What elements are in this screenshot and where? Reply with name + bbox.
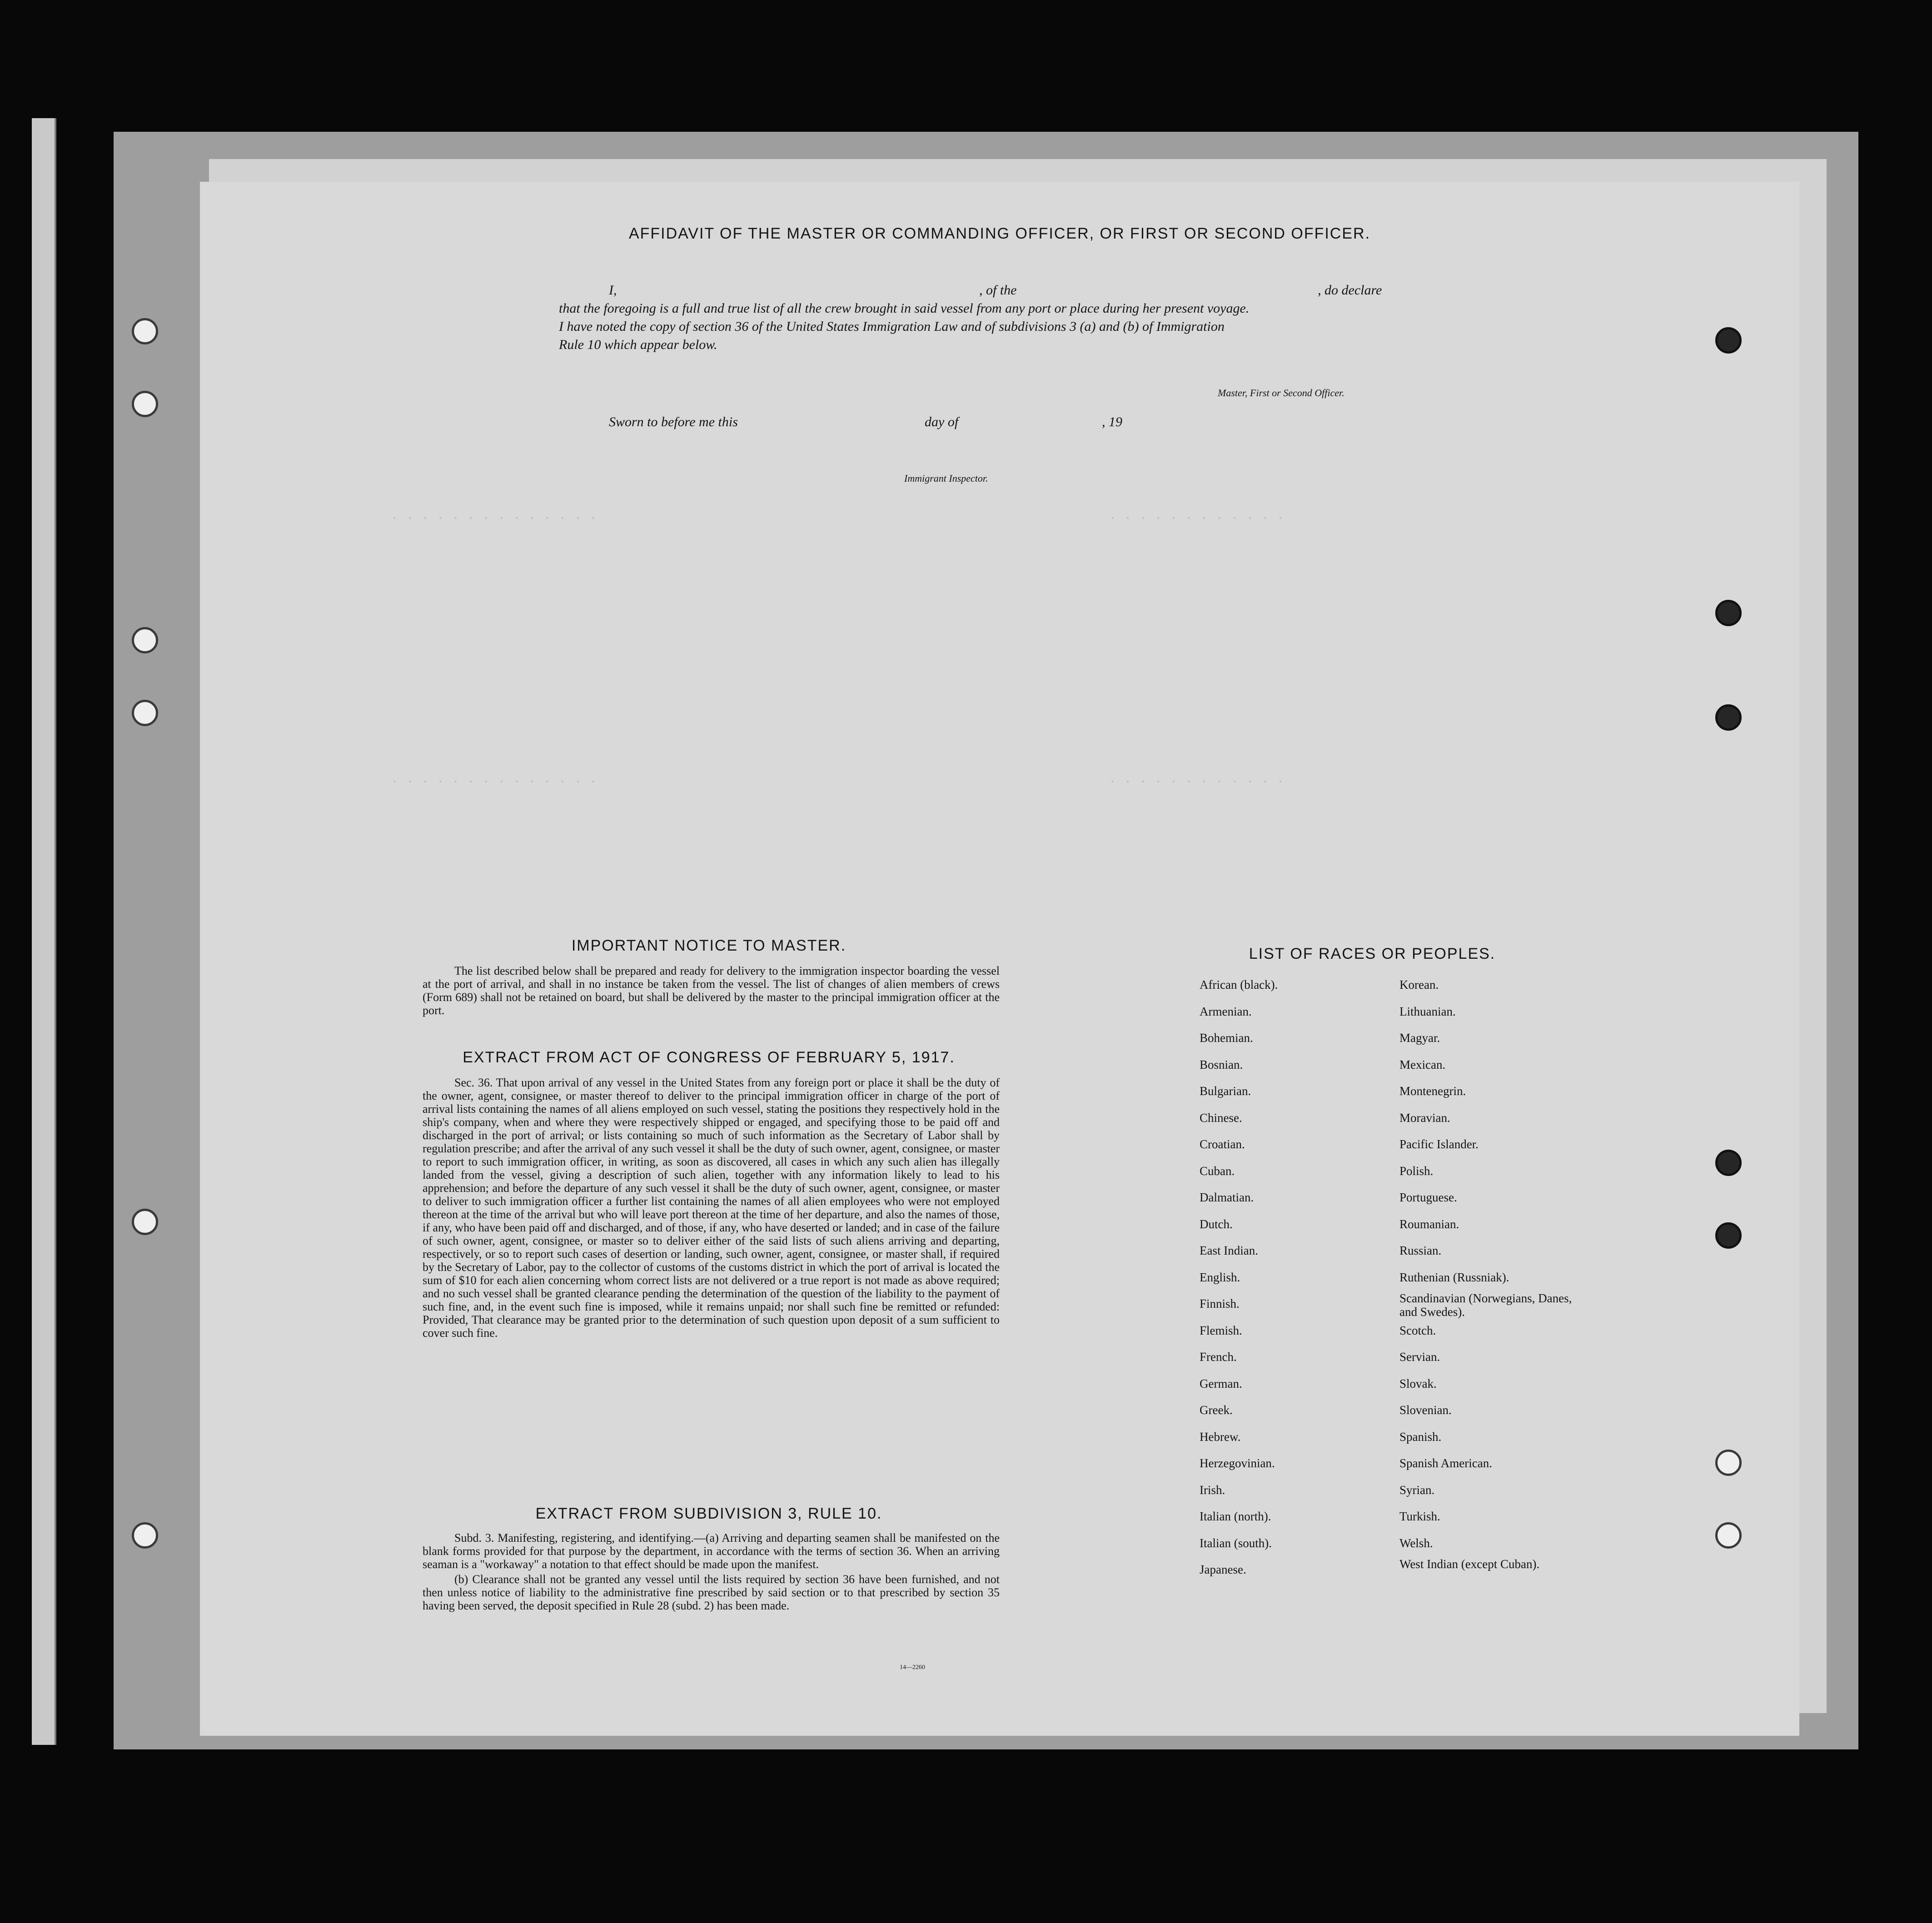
race-item: Servian. — [1399, 1350, 1440, 1364]
race-item: East Indian. — [1200, 1244, 1258, 1257]
affidavit-line-2: I have noted the copy of section 36 of the United States Immigration Law and of subdivisions 3 (a) and (b) of Immigration — [559, 319, 1225, 334]
race-item: Polish. — [1399, 1164, 1434, 1178]
race-item: Korean. — [1399, 978, 1439, 991]
race-item: Italian (north). — [1200, 1510, 1271, 1523]
race-item: Portuguese. — [1399, 1191, 1457, 1204]
binder-hole — [1715, 1150, 1742, 1176]
race-item: Syrian. — [1399, 1483, 1435, 1497]
affidavit-of-the: , of the — [979, 283, 1017, 298]
race-item: Dutch. — [1200, 1217, 1233, 1231]
extract-act-title: EXTRACT FROM ACT OF CONGRESS OF FEBRUARY 5, 1917. — [463, 1049, 955, 1066]
race-item: Cuban. — [1200, 1164, 1235, 1178]
bleed-through-mark: . . . . . . . . . . . . — [1109, 509, 1285, 523]
extract-rule-text — [423, 1531, 1000, 1614]
race-item: Lithuanian. — [1399, 1004, 1456, 1018]
races-title: LIST OF RACES OR PEOPLES. — [1249, 945, 1496, 962]
affidavit-line-3: Rule 10 which appear below. — [559, 337, 717, 352]
officer-caption: Master, First or Second Officer. — [1218, 387, 1344, 399]
race-item: Dalmatian. — [1200, 1191, 1254, 1204]
race-item: Ruthenian (Russniak). — [1399, 1270, 1509, 1284]
notice-title: IMPORTANT NOTICE TO MASTER. — [571, 937, 846, 954]
binder-hole — [1715, 600, 1742, 626]
race-item: German. — [1200, 1376, 1242, 1390]
binder-hole — [1715, 1222, 1742, 1249]
binder-hole — [132, 627, 158, 653]
race-item: Bosnian. — [1200, 1057, 1243, 1071]
affidavit-title: AFFIDAVIT OF THE MASTER OR COMMANDING OFFICER, OR FIRST OR SECOND OFFICER. — [628, 225, 1371, 242]
race-item: Roumanian. — [1399, 1217, 1459, 1231]
race-item: Pacific Islander. — [1399, 1137, 1479, 1151]
race-item: Slovak. — [1399, 1376, 1437, 1390]
extract-rule-para-a: Subd. 3. Manifesting, registering, and identifying.—(a) Arriving and departing seamen shall be manifested on the blank forms provided for that purpose by the department, in accordance with the terms of section 36. When an arriving seaman is a "workaway" a notation to that effect should be made upon the manifest. — [423, 1531, 1000, 1571]
race-item: Turkish. — [1399, 1510, 1440, 1523]
day-of-label: day of — [925, 414, 959, 429]
race-item: Montenegrin. — [1399, 1084, 1466, 1098]
binder-hole — [132, 1522, 158, 1549]
races-left-column — [1200, 971, 1390, 1583]
affidavit-do-declare: , do declare — [1318, 283, 1382, 298]
race-item: Welsh. — [1399, 1536, 1433, 1550]
race-item: Armenian. — [1200, 1004, 1252, 1018]
bleed-through-mark: . . . . . . . . . . . . . . — [391, 509, 597, 523]
race-item: Mexican. — [1399, 1057, 1446, 1071]
race-item: Slovenian. — [1399, 1403, 1452, 1417]
extract-rule-title: EXTRACT FROM SUBDIVISION 3, RULE 10. — [535, 1505, 882, 1522]
race-item: Moravian. — [1399, 1111, 1450, 1125]
year-label: , 19 — [1102, 414, 1122, 429]
race-item: Croatian. — [1200, 1137, 1245, 1151]
race-item: Herzegovinian. — [1200, 1456, 1275, 1470]
bleed-through-mark: . . . . . . . . . . . . . . — [391, 772, 597, 787]
extract-act-paragraph: Sec. 36. That upon arrival of any vessel in the United States from any foreign port or place it shall be the duty of the owner, agent, consignee, or master thereof to deliver to the principal immigration officer in charge of the port of arrival lists containing the names of all aliens employed on such vessel, stating the positions they respectively hold in the ship's company, when and where they were respectively shipped or engaged, and specifying those to be paid off and discharged in the port of arrival; or lists containing so much of such information as the Secretary of Labor shall by regulation prescribe; and after the arrival of any such vessel it shall be the duty of such owner, agent, consignee, or master to report to such immigration officer, in writing, as soon as discovered, all cases in which any such alien has illegally landed from the vessel, giving a description of such alien, together with any information likely to lead to his apprehension; and before the departure of any such vessel it shall be the duty of such owner, agent, consignee, or master to deliver to such immigration officer a further list containing the names of all alien employees who were not employed thereon at the time of the arrival but who will leave port thereon at the time of her departure, and also the names of those, if any, who have been paid off and discharged, and of those, if any, who have deserted or landed; and in case of the failure of such owner, agent, consignee, or master so to deliver either of the said lists of such aliens arriving and departing, respectively, or so to report such cases of desertion or landing, such owner, agent, consignee, or master shall, if required by the Secretary of Labor, pay to the collector of customs of the customs district in which the port of arrival is located the sum of $10 for each alien concerning whom correct lists are not delivered or a true report is not made as above required; and no such vessel shall be granted clearance pending the determination of the question of the liability to the payment of such fine, and, in the event such fine is imposed, while it remains unpaid; nor shall such fine be remitted or refunded: Provided, That clearance may be granted prior to the determination of such question upon deposit of a sum sufficient to cover such fine. — [423, 1076, 1000, 1340]
document-page — [200, 182, 1799, 1736]
binder-hole — [1715, 1522, 1742, 1549]
affidavit-line-1: that the foregoing is a full and true list of all the crew brought in said vessel from any port or place during her present voyage. — [559, 301, 1250, 316]
binder-hole — [1715, 1450, 1742, 1476]
race-item: Spanish. — [1399, 1430, 1442, 1444]
race-item: English. — [1200, 1270, 1240, 1284]
race-item: Scotch. — [1399, 1323, 1436, 1337]
notice-text — [423, 964, 1000, 1019]
form-number: 14—2260 — [900, 1664, 925, 1671]
film-edge — [32, 118, 56, 1745]
race-item: Bohemian. — [1200, 1031, 1253, 1045]
race-item: Magyar. — [1399, 1031, 1440, 1045]
race-item: French. — [1200, 1350, 1237, 1364]
binder-hole — [1715, 327, 1742, 354]
binder-hole — [132, 1209, 158, 1235]
binder-hole — [1715, 704, 1742, 731]
race-item: Greek. — [1200, 1403, 1233, 1417]
binder-hole — [132, 318, 158, 344]
race-item: West Indian (except Cuban). — [1399, 1557, 1540, 1571]
race-item: Bulgarian. — [1200, 1084, 1251, 1098]
race-item: Italian (south). — [1200, 1536, 1272, 1550]
race-item: Japanese. — [1200, 1563, 1246, 1576]
race-item: Irish. — [1200, 1483, 1225, 1497]
affidavit-i-label: I, — [609, 283, 617, 298]
race-item: Finnish. — [1200, 1297, 1240, 1310]
race-item: Scandinavian (Norwegians, Danes, and Swedes). — [1399, 1291, 1572, 1319]
binder-hole — [132, 391, 158, 417]
race-item: Spanish American. — [1399, 1456, 1492, 1470]
race-item: African (black). — [1200, 978, 1278, 991]
race-item: Flemish. — [1200, 1323, 1242, 1337]
races-right-column — [1399, 971, 1590, 1583]
race-item: Hebrew. — [1200, 1430, 1241, 1444]
race-item: Russian. — [1399, 1244, 1442, 1257]
extract-rule-para-b: (b) Clearance shall not be granted any vessel until the lists required by section 36 have been furnished, and not then unless notice of liability to the administrative fine prescribed by said section or to that prescribed by section 35 having been served, the deposit specified in Rule 28 (subd. 2) has been made. — [423, 1573, 1000, 1612]
extract-act-text — [423, 1076, 1000, 1341]
binder-hole — [132, 700, 158, 726]
bleed-through-mark: . . . . . . . . . . . . — [1109, 772, 1285, 787]
sworn-label: Sworn to before me this — [609, 414, 738, 429]
race-item: Chinese. — [1200, 1111, 1242, 1125]
notice-paragraph: The list described below shall be prepared and ready for delivery to the immigration inspector boarding the vessel at the port of arrival, and shall in no instance be taken from the vessel. The list of changes of alien members of crews (Form 689) shall not be retained on board, but shall be delivered by the master to the principal immigration officer at the port. — [423, 964, 1000, 1017]
inspector-caption: Immigrant Inspector. — [904, 473, 988, 484]
